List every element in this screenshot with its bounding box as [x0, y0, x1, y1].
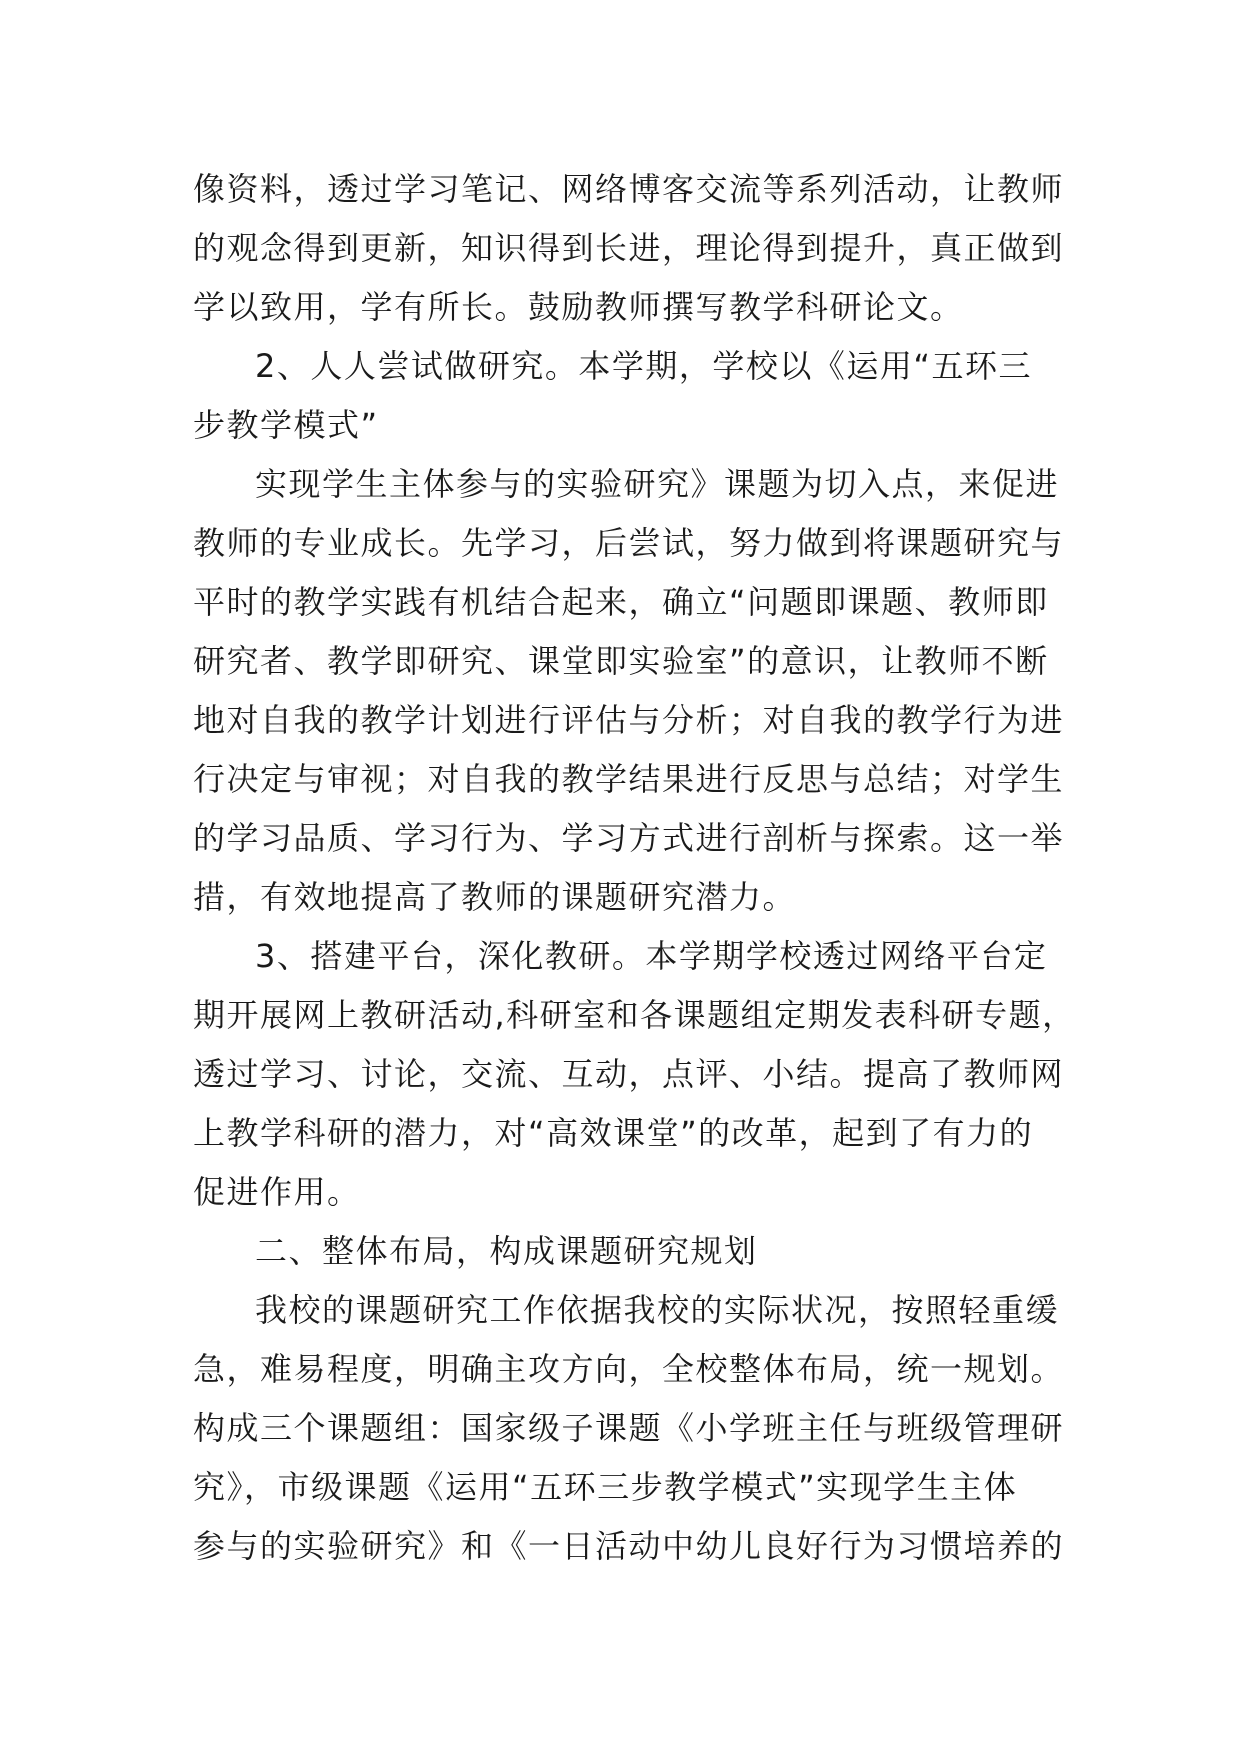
text-line: 我校的课题研究工作依据我校的实际状况，按照轻重缓	[255, 1291, 1060, 1329]
text-line: 参与的实验研究》和《一日活动中幼儿良好行为习惯培养的	[193, 1527, 1065, 1565]
text-line: 究》，市级课题《运用“五环三步教学模式”实现学生主体	[193, 1468, 1018, 1506]
text-line: 平时的教学实践有机结合起来，确立“问题即课题、教师即	[193, 583, 1049, 621]
text-line: 实现学生主体参与的实验研究》课题为切入点，来促进	[255, 465, 1060, 503]
text-line: 2、人人尝试做研究。本学期，学校以《运用“五环三	[255, 347, 1032, 385]
text-line: 的观念得到更新，知识得到长进，理论得到提升，真正做到	[193, 229, 1065, 267]
text-line: 研究者、教学即研究、课堂即实验室”的意识，让教师不断	[193, 642, 1049, 680]
text-line: 像资料，透过学习笔记、网络博客交流等系列活动，让教师	[193, 170, 1065, 208]
text-line: 的学习品质、学习行为、学习方式进行剖析与探索。这一举	[193, 819, 1065, 857]
text-line: 促进作用。	[193, 1173, 361, 1211]
text-line: 构成三个课题组：国家级子课题《小学班主任与班级管理研	[193, 1409, 1065, 1447]
body-text	[193, 160, 1076, 1576]
text-line: 措，有效地提高了教师的课题研究潜力。	[193, 878, 797, 916]
text-line: 行决定与审视；对自我的教学结果进行反思与总结；对学生	[193, 760, 1065, 798]
text-line: 上教学科研的潜力，对“高效课堂”的改革，起到了有力的	[193, 1114, 1034, 1152]
text-line: 地对自我的教学计划进行评估与分析；对自我的教学行为进	[193, 701, 1065, 739]
text-line: 透过学习、讨论，交流、互动，点评、小结。提高了教师网	[193, 1055, 1065, 1093]
section-heading: 二、整体布局，构成课题研究规划	[255, 1232, 758, 1270]
text-line: 3、搭建平台，深化教研。本学期学校透过网络平台定	[255, 937, 1048, 975]
text-line: 教师的专业成长。先学习，后尝试，努力做到将课题研究与	[193, 524, 1065, 562]
text-line: 学以致用，学有所长。鼓励教师撰写教学科研论文。	[193, 288, 964, 326]
text-line: 步教学模式”	[193, 406, 379, 444]
text-line: 急，难易程度，明确主攻方向，全校整体布局，统一规划。	[193, 1350, 1065, 1388]
text-line: 期开展网上教研活动,科研室和各课题组定期发表科研专题，	[193, 996, 1076, 1034]
